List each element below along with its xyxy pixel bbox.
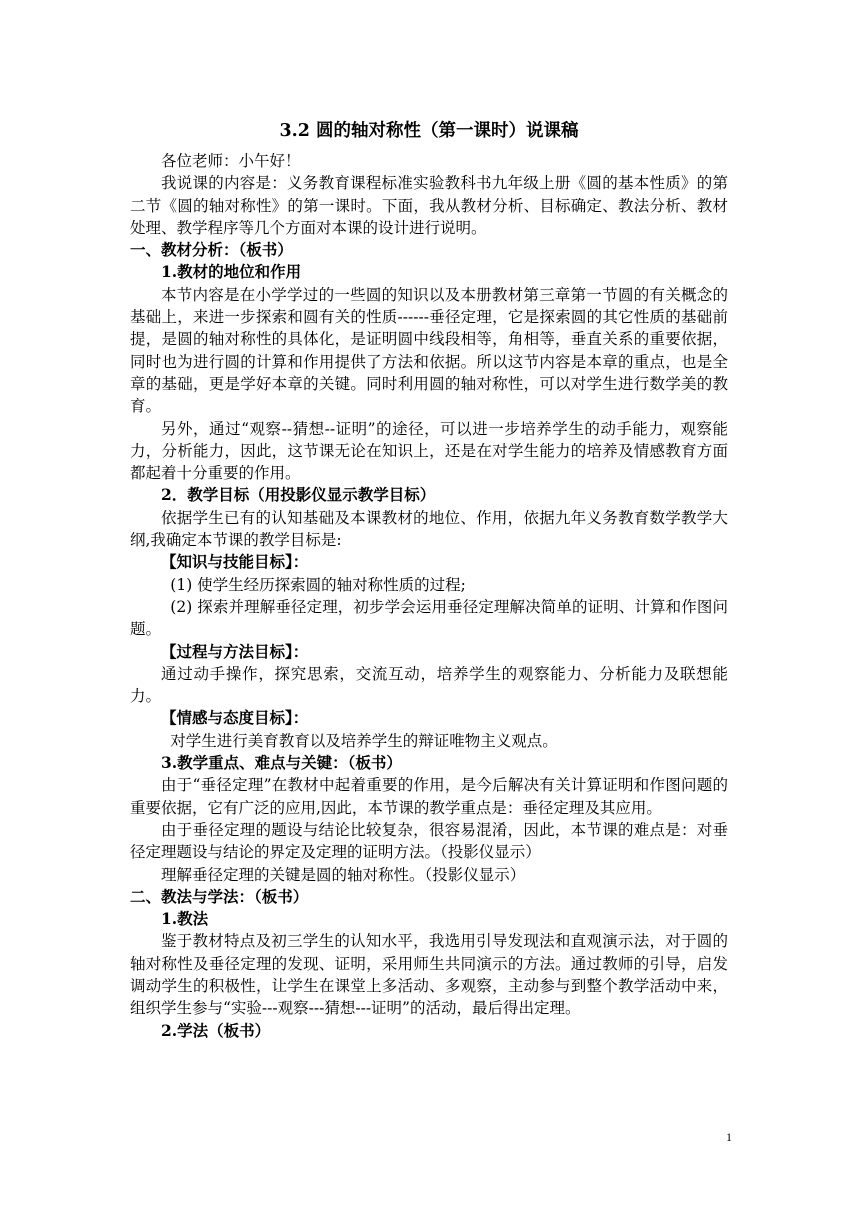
greeting: 各位老师：小午好！: [161, 152, 301, 170]
emotion-goal-heading: 【情感与态度目标】：: [161, 708, 309, 728]
section-heading-1: 一、教材分析：（板书）: [130, 240, 293, 260]
intro-paragraph: 我说课的内容是：义务教育课程标准实验教科书九年级上册《圆的基本性质》的第二节《圆的轴对称性》的第一课时。下面，我从教材分析、目标确定、教法分析、教材处理、教学程序等几个方面对本课的设计进行说明。: [130, 174, 728, 237]
document-title: 3.2 圆的轴对称性（第一课时）说课稿: [279, 121, 579, 141]
paragraph: 鉴于教材特点及初三学生的认知水平，我选用引导发现法和直观演示法，对于圆的轴对称性及垂径定理的发现、证明，采用师生共同演示的方法。通过教师的引导，启发调动学生的积极性，让学生在课堂上多活动、多观察，主动参与到整个教学活动中来，组织学生参与“实验---观察---猜想---证明”的活动，最后得出定理。: [130, 932, 728, 1018]
paragraph: 由于“垂径定理”在教材中起着重要的作用，是今后解决有关计算证明和作图问题的重要依据，它有广泛的应用,因此，本节课的教学重点是：垂径定理及其应用。: [130, 776, 728, 817]
section-heading-2: 二、教法与学法：（板书）: [130, 886, 309, 906]
subsection-heading-2-2: 2.学法（板书）: [161, 1020, 271, 1040]
subsection-heading-1-3: 3.教学重点、难点与关键：（板书）: [161, 753, 402, 773]
subsection-heading-1-1: 1.教材的地位和作用: [161, 262, 302, 282]
process-goal-heading: 【过程与方法目标】：: [161, 641, 309, 661]
document-body: [130, 118, 728, 1042]
page-number: 1: [726, 1130, 732, 1144]
paragraph: 由于垂径定理的题设与结论比较复杂，很容易混淆，因此，本节课的难点是：对垂径定理题设与结论的界定及定理的证明方法。（投影仪显示）: [130, 820, 728, 862]
paragraph: 通过动手操作，探究思索，交流互动，培养学生的观察能力、分析能力及联想能力。: [130, 664, 728, 706]
knowledge-goal-item: (2) 探索并理解垂径定理，初步学会运用垂径定理解决简单的证明、计算和作图问题。: [130, 597, 728, 639]
paragraph: 理解垂径定理的关键是圆的轴对称性。（投影仪显示）: [161, 865, 526, 884]
knowledge-goal-item: (1) 使学生经历探索圆的轴对称性质的过程;: [170, 575, 466, 594]
paragraph: 本节内容是在小学学过的一些圆的知识以及本册教材第三章第一节圆的有关概念的基础上，来进一步探索和圆有关的性质------垂径定理，它是探索圆的其它性质的基础前提，是圆的轴对称性的具体化，是证明圆中线段相等，角相等，垂直关系的重要依据，同时也为进行圆的计算和作用提供了方法和依据。所以这节内容是本章的重点，也是全章的基础，更是学好本章的关键。同时利用圆的轴对称性，可以对学生进行数学美的教育。: [130, 285, 728, 416]
knowledge-goal-heading: 【知识与技能目标】：: [161, 552, 309, 572]
paragraph: 对学生进行美育教育以及培养学生的辩证唯物主义观点。: [170, 731, 558, 750]
paragraph: 另外，通过“观察--猜想--证明”的途径，可以进一步培养学生的动手能力，观察能力，分析能力，因此，这节课无论在知识上，还是在对学生能力的培养及情感教育方面都起着十分重要的作用。: [130, 419, 728, 483]
subsection-heading-1-2: 2．教学目标（用投影仪显示教学目标）: [161, 485, 436, 505]
subsection-heading-2-1: 1.教法: [161, 909, 209, 929]
paragraph: 依据学生已有的认知基础及本课教材的地位、作用，依据九年义务教育数学教学大纲,我确定本节课的教学目标是:: [130, 508, 728, 550]
